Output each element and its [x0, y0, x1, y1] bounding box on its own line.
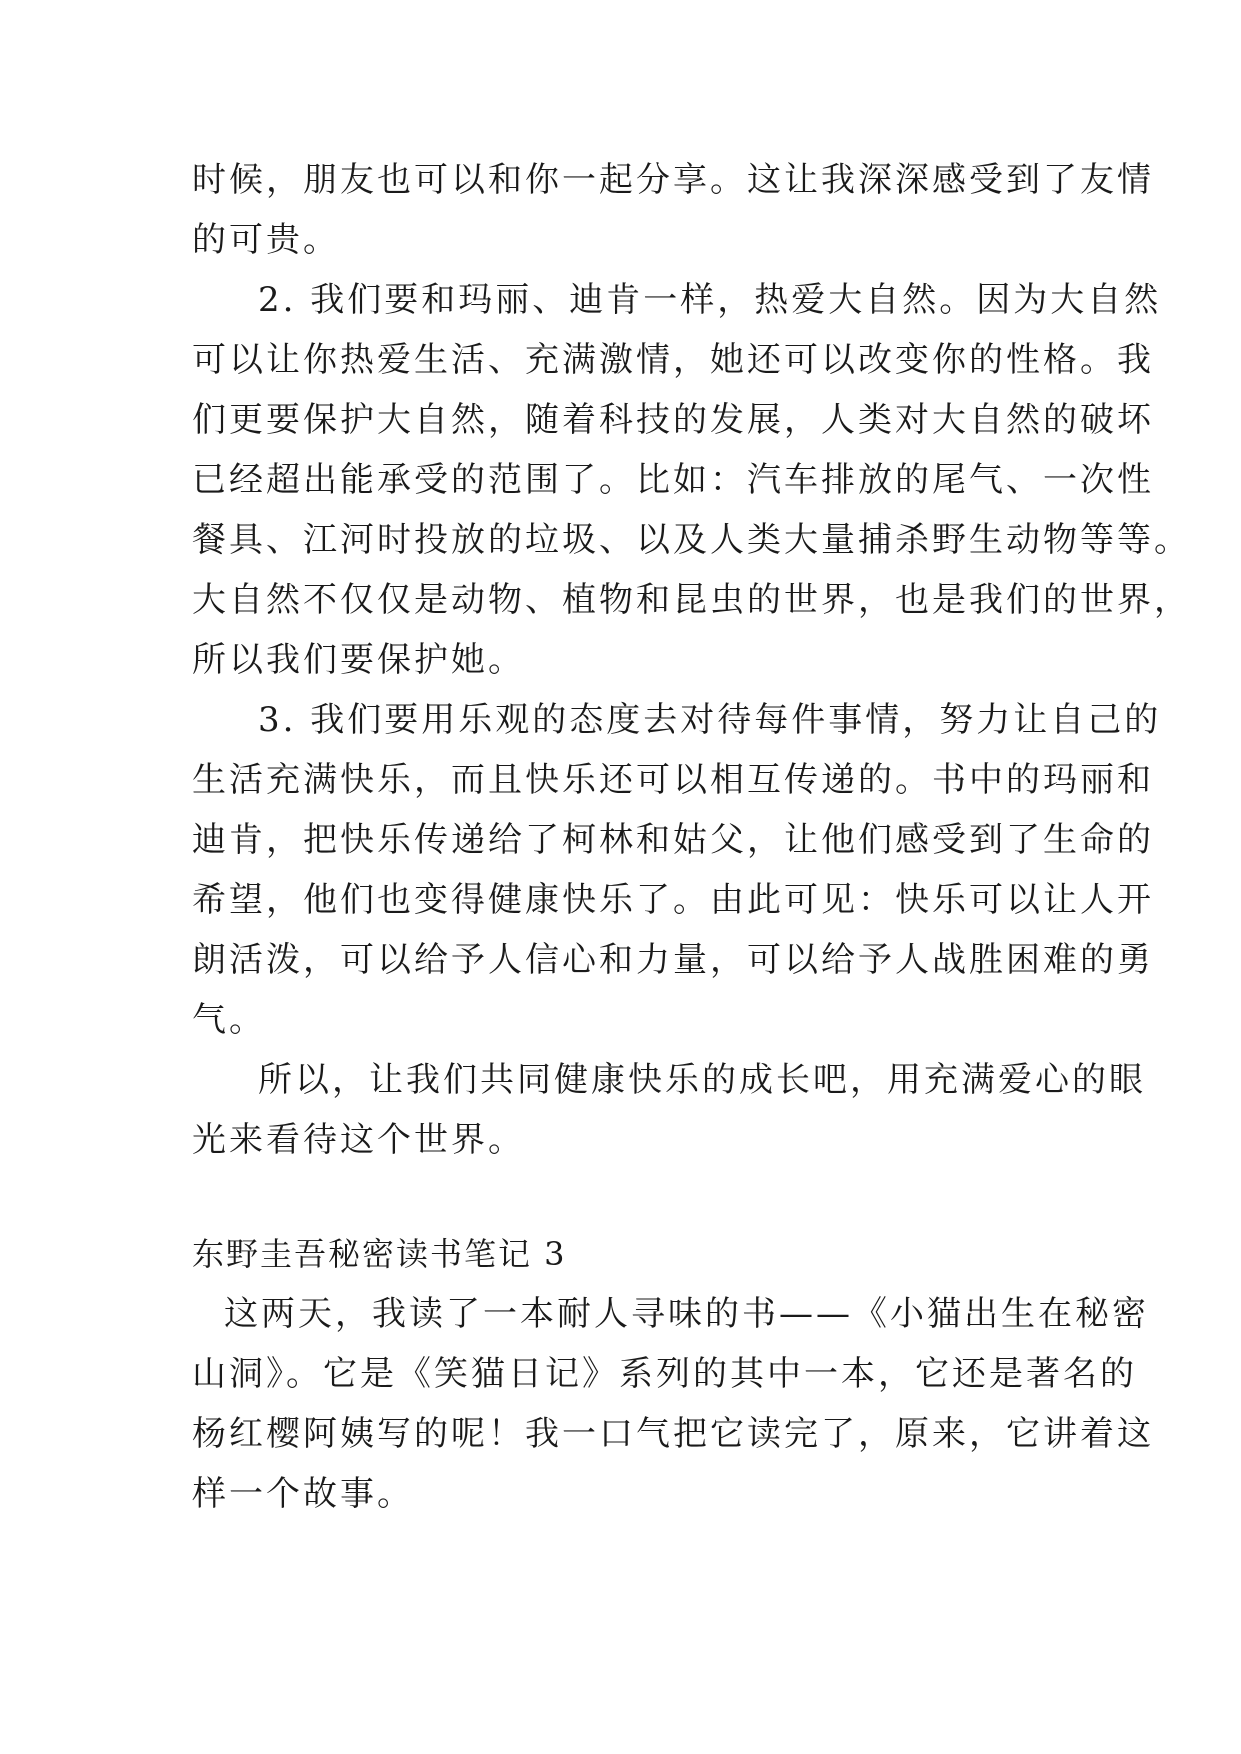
- text-line: 这两天，我读了一本耐人寻味的书——《小猫出生在秘密: [224, 1294, 1149, 1334]
- paragraph: [192, 1050, 1146, 1170]
- text-line: 迪肯，把快乐传递给了柯林和姑父，让他们感受到了生命的: [192, 820, 1154, 860]
- document-page: [192, 150, 1191, 1524]
- text-line: 3. 我们要用乐观的态度去对待每件事情，努力让自己的: [258, 700, 1162, 740]
- text-line: 们更要保护大自然，随着科技的发展，人类对大自然的破坏: [192, 400, 1154, 440]
- paragraph: [192, 1284, 1154, 1524]
- section-spacer: [192, 1170, 1050, 1224]
- text-line: 山洞》。它是《笑猫日记》系列的其中一本，它还是著名的: [192, 1354, 1137, 1394]
- section-title: 东野圭吾秘密读书笔记 3: [192, 1235, 567, 1273]
- text-line: 所以我们要保护她。: [192, 640, 525, 680]
- text-line: 餐具、江河时投放的垃圾、以及人类大量捕杀野生动物等等。: [192, 520, 1191, 560]
- text-line: 可以让你热爱生活、充满激情，她还可以改变你的性格。我: [192, 340, 1154, 380]
- text-line: 大自然不仅仅是动物、植物和昆虫的世界，也是我们的世界，: [192, 580, 1191, 620]
- text-line: 时候，朋友也可以和你一起分享。这让我深深感受到了友情: [192, 160, 1154, 200]
- text-line: 杨红樱阿姨写的呢！我一口气把它读完了，原来，它讲着这: [192, 1414, 1154, 1454]
- text-line: 已经超出能承受的范围了。比如：汽车排放的尾气、一次性: [192, 460, 1154, 500]
- text-line: 2. 我们要和玛丽、迪肯一样，热爱大自然。因为大自然: [258, 280, 1162, 320]
- text-line: 样一个故事。: [192, 1474, 414, 1514]
- paragraph: [192, 150, 1154, 270]
- text-line: 气。: [192, 1000, 266, 1040]
- text-line: 所以，让我们共同健康快乐的成长吧，用充满爱心的眼: [258, 1060, 1146, 1100]
- paragraph: [192, 270, 1191, 690]
- paragraph: [192, 690, 1162, 1050]
- text-line: 朗活泼，可以给予人信心和力量，可以给予人战胜困难的勇: [192, 940, 1154, 980]
- text-line: 光来看待这个世界。: [192, 1120, 525, 1160]
- text-line: 的可贵。: [192, 220, 340, 260]
- text-line: 希望，他们也变得健康快乐了。由此可见：快乐可以让人开: [192, 880, 1154, 920]
- text-line: 生活充满快乐，而且快乐还可以相互传递的。书中的玛丽和: [192, 760, 1154, 800]
